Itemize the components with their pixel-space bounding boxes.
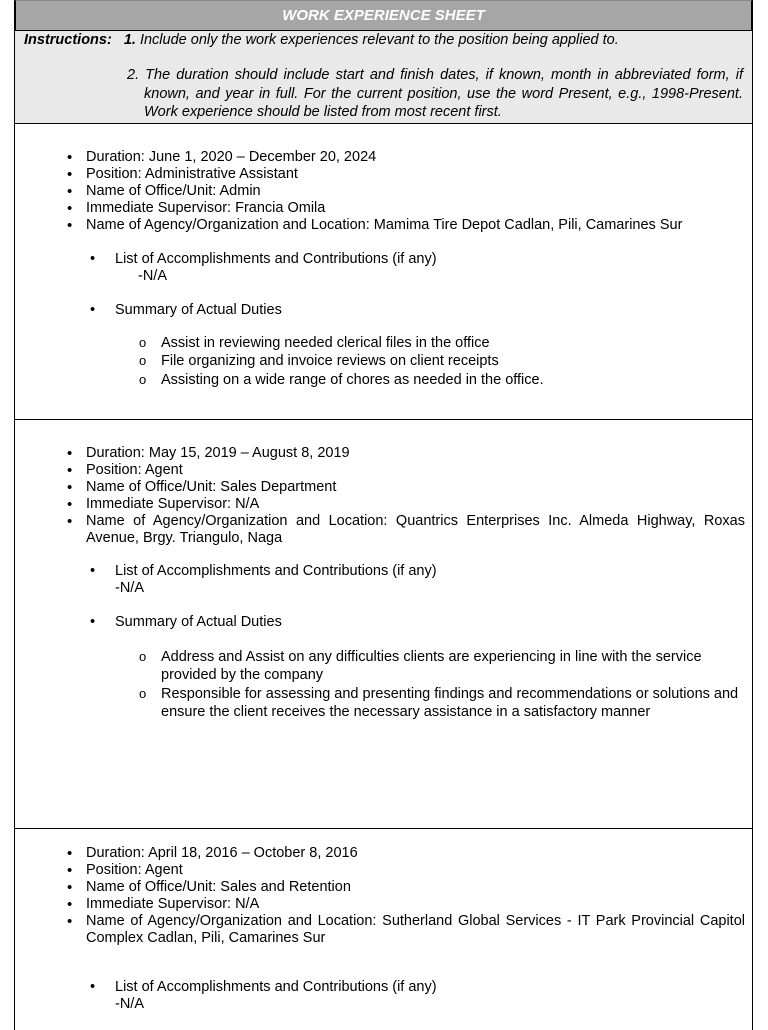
entry-3-position: • Position: Agent (67, 862, 745, 879)
instruction-2-text: 2. The duration should include start and finish dates, if known, month in abbreviated form, if known, and year in full. For the current position, use the word Present, e.g., 1998-Present. Work experience should be listed from most recent first. (127, 67, 743, 120)
accomplishments-value: -N/A (115, 996, 144, 1012)
duty-item: o Responsible for assessing and presenting findings and recommendations or solutions and ensure the client receives the necessary assistance in a satisfactory manner (139, 685, 741, 722)
duty-item: o Address and Assist on any difficulties clients are experiencing in line with the service provided by the company (139, 648, 741, 685)
entry-1-supervisor: • Immediate Supervisor: Francia Omila (67, 200, 745, 217)
entry-2-duties-heading (90, 614, 740, 631)
accomplishments-label: • List of Accomplishments and Contributions (if any) (90, 979, 740, 996)
duty-item: o Assisting on a wide range of chores as needed in the office. (139, 371, 741, 389)
entry-2-agency: • Name of Agency/Organization and Location: Quantrics Enterprises Inc. Almeda Highway, Roxas Avenue, Brgy. Triangulo, Naga (67, 513, 745, 547)
sheet-title: WORK EXPERIENCE SHEET (15, 0, 752, 31)
instruction-1 (24, 32, 619, 48)
work-entry-3 (15, 829, 752, 1029)
work-entry-1 (15, 124, 752, 420)
entry-1-duration: • Duration: June 1, 2020 – December 20, 2024 (67, 149, 745, 166)
accomplishments-label: • List of Accomplishments and Contributions (if any) (90, 563, 740, 580)
entry-3-supervisor: • Immediate Supervisor: N/A (67, 896, 745, 913)
instructions-label: Instructions: (24, 32, 112, 48)
duties-label: • Summary of Actual Duties (90, 302, 740, 319)
entry-1-position: • Position: Administrative Assistant (67, 166, 745, 183)
entry-1-details (67, 149, 745, 234)
entry-1-accomplishments (90, 251, 740, 285)
entry-2-supervisor: • Immediate Supervisor: N/A (67, 496, 745, 513)
duties-label: • Summary of Actual Duties (90, 614, 740, 631)
accomplishments-value: -N/A (115, 580, 144, 596)
instruction-1-text: Include only the work experiences relevant to the position being applied to. (139, 32, 619, 48)
entry-1-duties-heading (90, 302, 740, 319)
instructions-box (15, 31, 752, 124)
entry-2-duration: • Duration: May 15, 2019 – August 8, 2019 (67, 445, 745, 462)
entry-3-duration: • Duration: April 18, 2016 – October 8, 2016 (67, 845, 745, 862)
entry-2-accomplishments (90, 563, 740, 597)
entry-2-duties (139, 648, 741, 722)
entry-2-position: • Position: Agent (67, 462, 745, 479)
entry-1-duties (139, 334, 741, 389)
entry-1-office: • Name of Office/Unit: Admin (67, 183, 745, 200)
entry-3-accomplishments (90, 979, 740, 1013)
entry-1-agency: • Name of Agency/Organization and Location: Mamima Tire Depot Cadlan, Pili, Camarines Sur (67, 217, 745, 234)
entry-3-agency: • Name of Agency/Organization and Location: Sutherland Global Services - IT Park Provincial Capitol Complex Cadlan, Pili, Camarines Sur (67, 913, 745, 947)
work-experience-sheet (14, 0, 753, 1030)
accomplishments-label: • List of Accomplishments and Contributions (if any) (90, 251, 740, 268)
work-entry-2 (15, 420, 752, 829)
accomplishments-value: -N/A (138, 268, 167, 284)
duty-item: o File organizing and invoice reviews on client receipts (139, 352, 741, 370)
entry-2-office: • Name of Office/Unit: Sales Department (67, 479, 745, 496)
entry-3-details (67, 845, 745, 947)
instruction-1-number: 1. (123, 32, 136, 48)
duty-item: o Assist in reviewing needed clerical files in the office (139, 334, 741, 352)
instruction-2 (127, 66, 743, 122)
entry-2-details (67, 445, 745, 547)
entry-3-office: • Name of Office/Unit: Sales and Retention (67, 879, 745, 896)
